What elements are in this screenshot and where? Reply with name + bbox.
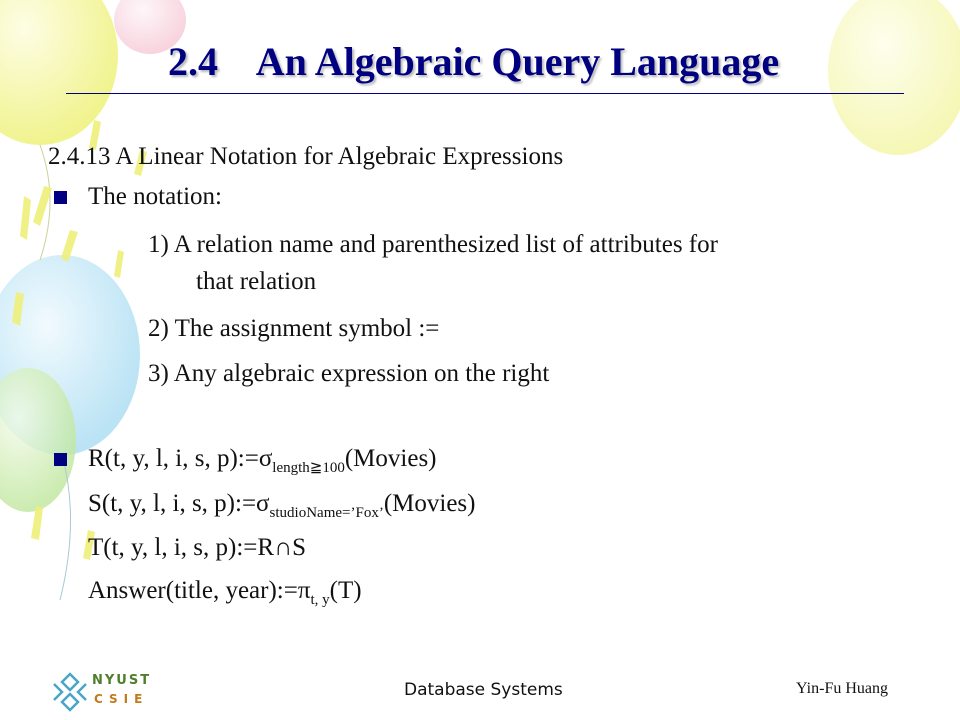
notation-bullet: The notation: xyxy=(88,183,222,210)
expression-t: T(t, y, l, i, s, p):=R∩S xyxy=(88,534,307,561)
expression-s-subscript: studioName=’Fox’ xyxy=(269,505,384,521)
expression-answer-operand: (T) xyxy=(329,577,362,604)
notation-item-3: 3) Any algebraic expression on the right xyxy=(148,360,550,387)
footer-author: Yin-Fu Huang xyxy=(796,680,888,697)
notation-item-2: 2) The assignment symbol := xyxy=(148,315,440,342)
expression-r xyxy=(88,444,437,474)
expression-r-operand: (Movies) xyxy=(344,445,437,472)
expression-r-main: R(t, y, l, i, s, p):=σ xyxy=(88,445,273,472)
title-underline xyxy=(66,93,904,94)
section-heading: 2.4.13 A Linear Notation for Algebraic Expressions xyxy=(48,143,564,170)
logo-text-nyust: NYUST xyxy=(92,673,152,688)
expression-answer xyxy=(88,576,362,606)
expression-s xyxy=(88,489,475,519)
slide-title: 2.4 An Algebraic Query Language xyxy=(168,39,780,84)
balloon-yellow-right xyxy=(828,0,960,155)
expression-s-main: S(t, y, l, i, s, p):=σ xyxy=(88,490,270,517)
bullet-square-icon xyxy=(54,191,67,204)
expression-s-operand: (Movies) xyxy=(383,490,476,517)
notation-item-1: 1) A relation name and parenthesized list of attributes for xyxy=(148,231,718,258)
bullet-square-icon xyxy=(54,453,67,466)
notation-item-1-continued: that relation xyxy=(196,268,317,295)
footer-course-title: Database Systems xyxy=(404,680,563,700)
logo-text-csie: CSIE xyxy=(94,692,149,706)
expression-r-subscript: length≧100 xyxy=(272,460,345,476)
expression-answer-subscript: t, y xyxy=(310,592,330,608)
expression-answer-main: Answer(title, year):=π xyxy=(88,577,311,604)
